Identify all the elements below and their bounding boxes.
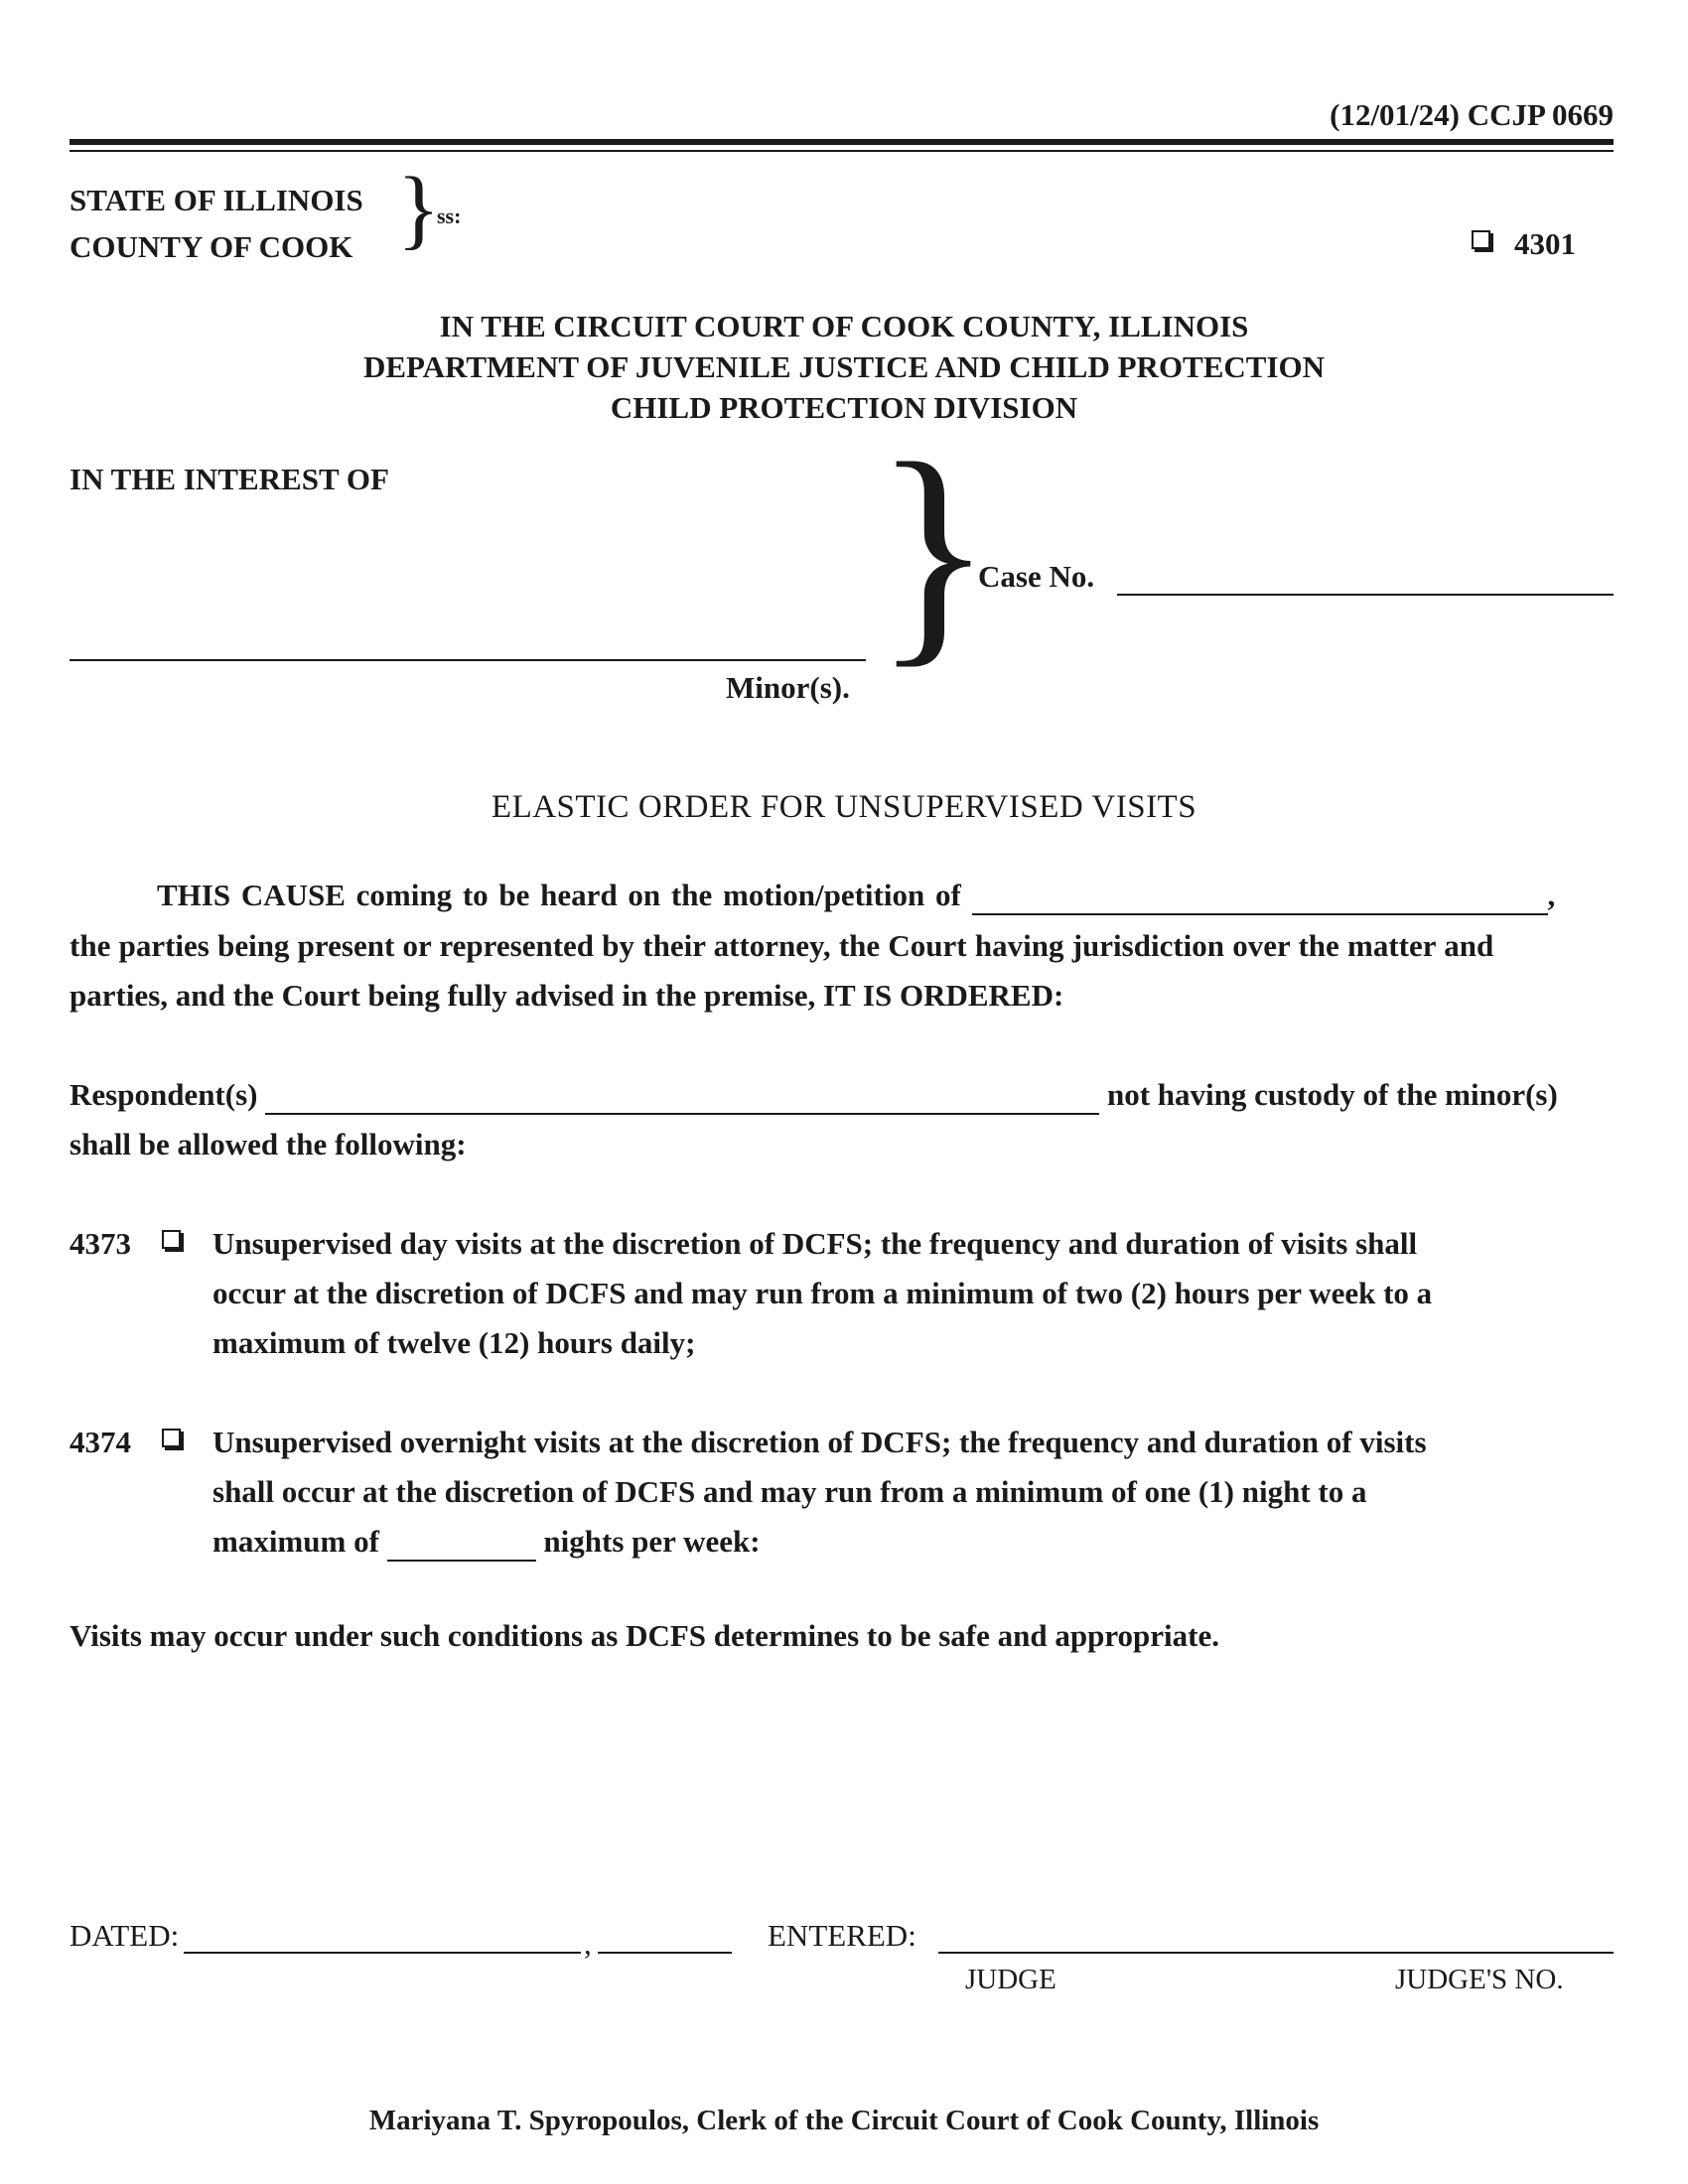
option-4374-line3-end: nights per week: (543, 1524, 761, 1559)
header-rule-thin (70, 150, 1614, 152)
respondent-line1 (70, 1077, 1558, 1115)
judge-label: JUDGE (965, 1964, 1056, 1995)
option-4373-checkbox[interactable] (162, 1230, 181, 1249)
judge-signature-field[interactable] (938, 1952, 1614, 1954)
case-no-field[interactable] (1117, 594, 1614, 596)
option-4374-line3-start: maximum of (212, 1524, 379, 1559)
venue-state: STATE OF ILLINOIS (70, 183, 363, 217)
respondent-field[interactable] (265, 1077, 1099, 1115)
option-4373-line3: maximum of twelve (12) hours daily; (212, 1325, 696, 1360)
option-4374-code: 4374 (70, 1425, 131, 1459)
nights-per-week-field[interactable] (387, 1524, 536, 1562)
header-rule-thick (70, 139, 1614, 145)
respondent-suffix: not having custody of the minor(s) (1106, 1077, 1558, 1112)
option-4374-line1: Unsupervised overnight visits at the discretion of DCFS; the frequency and duration of visits (212, 1425, 1427, 1459)
caption-brace: } (874, 413, 993, 688)
intro-line1-comma: , (1547, 878, 1556, 912)
dated-label: DATED: (70, 1918, 180, 1953)
court-heading-line1: IN THE CIRCUIT COURT OF COOK COUNTY, ILLINOIS (439, 309, 1249, 343)
order-title: ELASTIC ORDER FOR UNSUPERVISED VISITS (491, 789, 1197, 825)
option-4374-checkbox[interactable] (162, 1429, 181, 1447)
option-4374-line3 (212, 1524, 761, 1562)
venue-ss: ss: (437, 204, 462, 228)
petitioner-field[interactable] (972, 878, 1548, 915)
minors-label: Minor(s). (726, 670, 850, 705)
entered-label: ENTERED: (768, 1918, 916, 1953)
checkbox-4301[interactable] (1472, 230, 1490, 249)
form-id: (12/01/24) CCJP 0669 (1330, 97, 1614, 132)
court-heading-line3: CHILD PROTECTION DIVISION (610, 390, 1078, 425)
court-heading (0, 306, 1688, 428)
clerk-footer: Mariyana T. Spyropoulos, Clerk of the Circuit Court of Cook County, Illinois (368, 2105, 1320, 2136)
dated-year-field[interactable] (598, 1952, 732, 1954)
dated-comma: , (584, 1926, 592, 1961)
intro-line2: the parties being present or represented by their attorney, the Court having jurisdiction over the matter and (70, 928, 1494, 963)
court-heading-line2: DEPARTMENT OF JUVENILE JUSTICE AND CHILD PROTECTION (362, 349, 1326, 384)
venue-county: COUNTY OF COOK (70, 229, 353, 264)
venue-block (70, 177, 363, 270)
respondent-line2: shall be allowed the following: (70, 1127, 467, 1161)
judge-no-label: JUDGE'S NO. (1395, 1964, 1564, 1995)
venue-brace: } (397, 160, 441, 258)
case-no-label: Case No. (978, 559, 1095, 594)
intro-line3: parties, and the Court being fully advised in the premise, IT IS ORDERED: (70, 978, 1064, 1013)
option-4373-line1: Unsupervised day visits at the discretion of DCFS; the frequency and duration of visits shall (212, 1226, 1418, 1261)
option-4373-line2: occur at the discretion of DCFS and may run from a minimum of two (2) hours per week to a (212, 1276, 1433, 1310)
dated-field[interactable] (184, 1952, 581, 1954)
minor-name-field[interactable] (70, 659, 866, 661)
option-4374-line2: shall occur at the discretion of DCFS and may run from a minimum of one (1) night to a (212, 1474, 1367, 1509)
option-4373-code: 4373 (70, 1226, 131, 1261)
respondent-label: Respondent(s) (70, 1077, 258, 1112)
interest-label: IN THE INTEREST OF (70, 462, 389, 496)
intro-line1 (157, 878, 1555, 915)
conditions-text: Visits may occur under such conditions as DCFS determines to be safe and appropriate. (70, 1618, 1219, 1653)
code-4301: 4301 (1514, 226, 1576, 261)
intro-line1-text: THIS CAUSE coming to be heard on the motion/petition of (157, 878, 961, 912)
